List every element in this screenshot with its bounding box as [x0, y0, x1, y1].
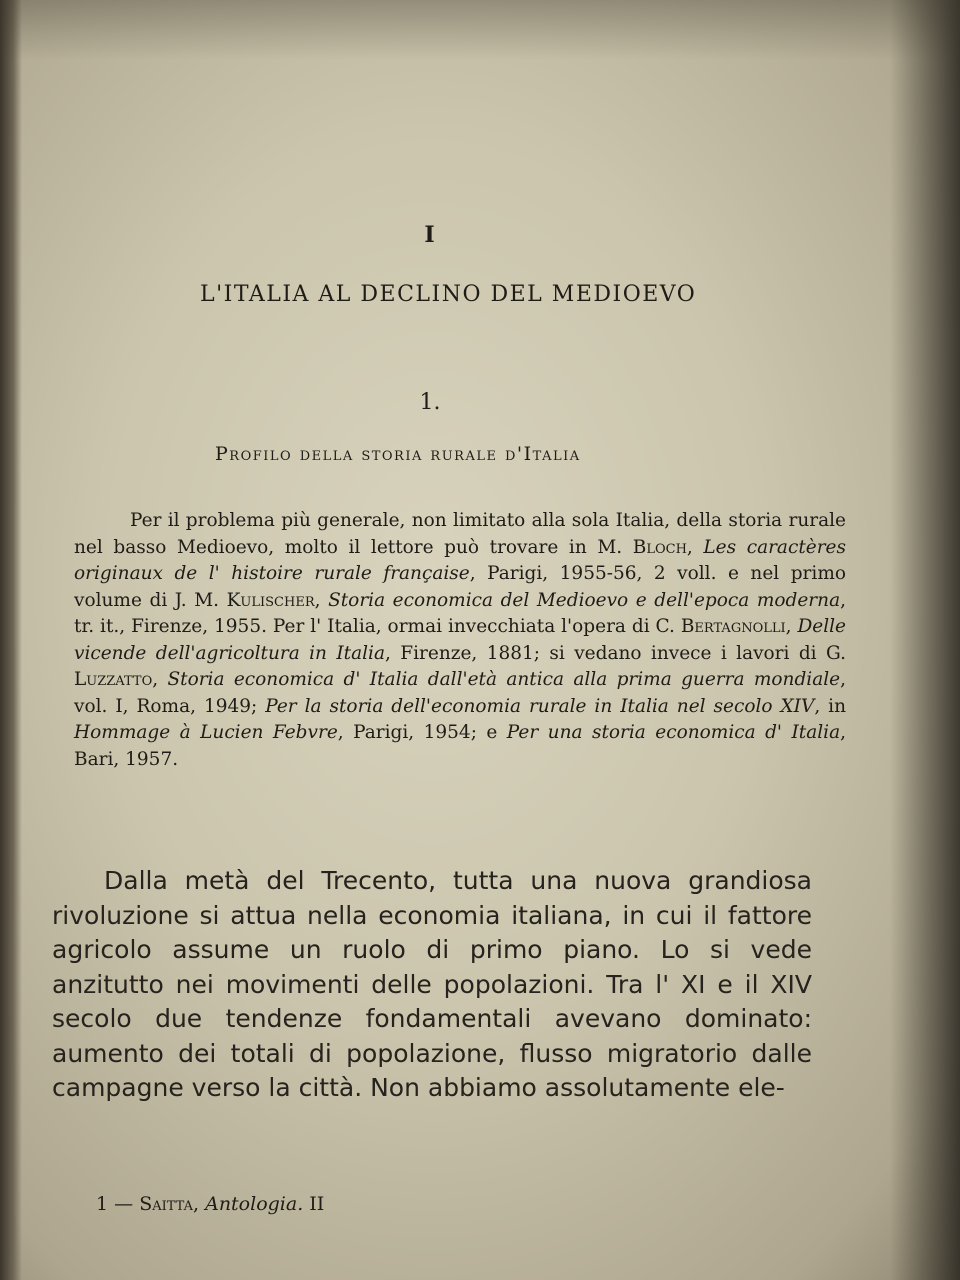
biblio-text: , [152, 669, 168, 690]
biblio-text: , Firenze, 1881; si vedano invece i lavori di G. [385, 642, 846, 664]
section-number: 1. [419, 390, 441, 415]
body-paragraph-text: Dalla metà del Trecento, tutta una nuova grandiosa rivoluzione si attua nella economia italiana, in cui il fattore agricolo assume un ruolo di primo piano. Lo si vede anzitutto nei movimenti delle popolazioni. Tra l' XI e il XIV secolo due tendenze fondamentali avevano dominato: aumento dei totali di popolazione, flusso migratorio dalle campagne verso la città. Non abbiamo assolutamente ele- [52, 866, 812, 1102]
footer-separator: , [193, 1193, 200, 1215]
biblio-text: , [314, 589, 329, 611]
page-edge-shadow [890, 0, 960, 1280]
book-gutter-shadow [0, 0, 22, 1280]
biblio-text: , Parigi, 1954; e [337, 722, 507, 743]
footer-page-number: 1 — [96, 1193, 134, 1215]
author-name: Luzzatto [74, 669, 153, 690]
work-title: Storia economica d' Italia dall'età antica alla prima guerra mondiale [167, 669, 841, 690]
work-title: Per una storia economica d' Italia [506, 722, 841, 743]
page-top-shadow [0, 0, 960, 60]
chapter-title: L'ITALIA AL DECLINO DEL MEDIOEVO [200, 282, 697, 307]
page-footer [96, 1193, 324, 1215]
work-title: Per la storia dell'economia rurale in Italia nel secolo XIV [265, 695, 815, 717]
author-name: Kulischer [226, 589, 315, 611]
bibliography-note [74, 508, 846, 773]
work-title: Hommage à Lucien Febvre [74, 722, 338, 743]
author-name: Bloch [632, 536, 687, 558]
chapter-number: I [424, 222, 436, 248]
work-title: Delle vicende dell'agricoltura in Italia [74, 616, 846, 664]
author-name: Bertagnolli [680, 616, 786, 637]
footer-author: Saitta [139, 1193, 193, 1215]
biblio-text: , [785, 616, 798, 637]
biblio-text: , Bari, 1957. [74, 722, 846, 770]
work-title: Storia economica del Medioevo e dell'epoca moderna [328, 589, 841, 611]
body-paragraph [52, 864, 812, 1106]
biblio-text: , in [814, 695, 846, 717]
footer-work-title: Antologia. [205, 1193, 304, 1215]
biblio-text: , vol. I, Roma, 1949; [74, 669, 846, 717]
biblio-text: Per il problema più generale, non limitato alla sola Italia, della storia rurale nel basso Medioevo, molto il lettore può trovare in M. [74, 510, 846, 558]
biblio-text: , Parigi, 1955-56, 2 voll. e nel primo volume di J. M. [74, 563, 846, 611]
biblio-text: , [686, 536, 704, 558]
biblio-text: , tr. it., Firenze, 1955. Per l' Italia, ormai invecchiata l'opera di C. [74, 589, 846, 637]
footer-volume: II [309, 1193, 325, 1215]
work-title: Les caractères originaux de l' histoire rurale française [74, 536, 846, 584]
section-title: Profilo della storia rurale d'Italia [215, 443, 581, 465]
